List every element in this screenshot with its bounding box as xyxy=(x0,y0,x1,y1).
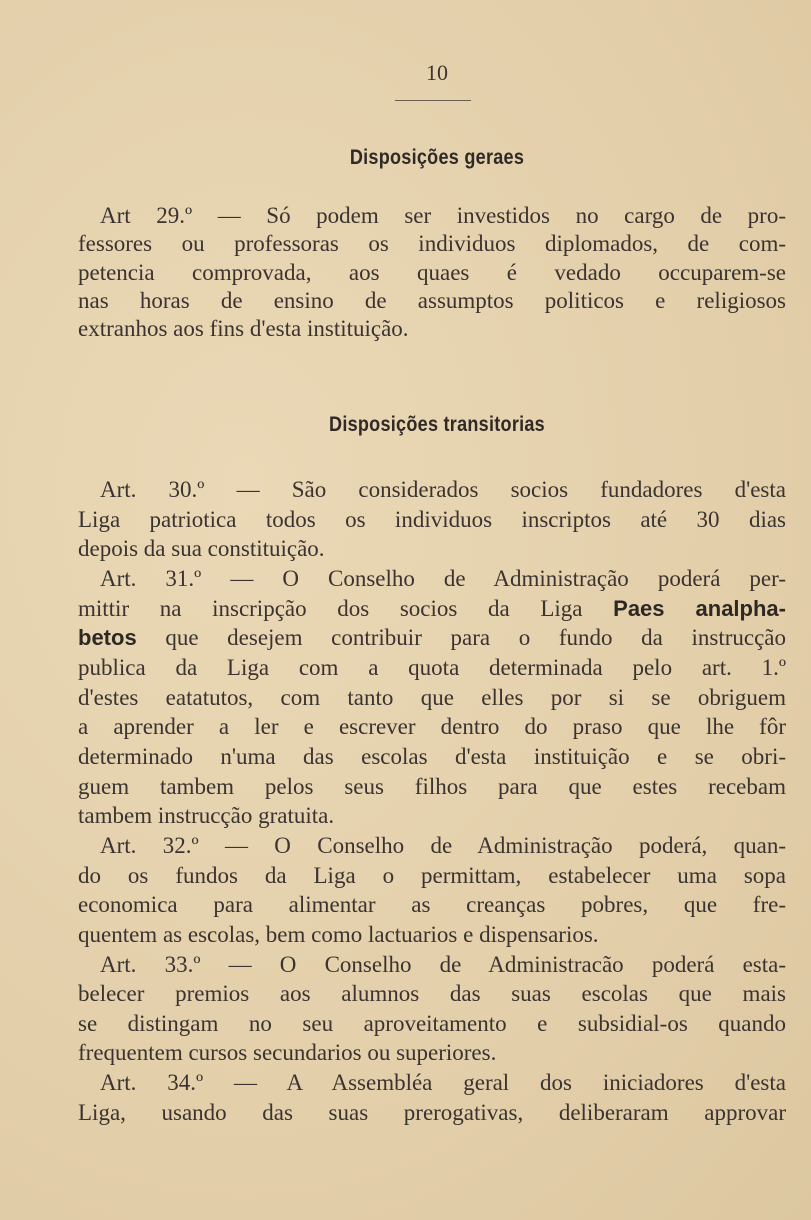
line-text: petencia comprovada, aos quaes é vedado occuparem-se xyxy=(78,259,786,285)
line-text: d'estes eatatutos, com tanto que elles por si se obriguem xyxy=(78,684,786,710)
text-line xyxy=(78,742,786,772)
text-line xyxy=(78,1068,786,1098)
text-line xyxy=(78,801,786,831)
line-text: Art. 33.º — O Conselho de Administracão poderá esta- xyxy=(100,951,786,977)
text-line xyxy=(78,623,786,653)
text-line xyxy=(78,712,786,742)
header-rule xyxy=(395,100,471,101)
line-text: tambem instrucção gratuita. xyxy=(78,803,335,829)
text-line xyxy=(78,287,786,315)
line-text: belecer premios aos alumnos das suas escolas que mais xyxy=(78,981,786,1007)
section-heading-disposicoes-geraes: Disposições geraes xyxy=(349,146,525,169)
text-line xyxy=(78,831,786,861)
line-text: frequentem cursos secundarios ou superiores. xyxy=(78,1040,497,1066)
line-text: guem tambem pelos seus filhos para que estes recebam xyxy=(78,773,786,799)
text-line xyxy=(78,683,786,713)
text-line xyxy=(78,315,786,343)
line-text: Art. 30.º — São considerados socios fundadores d'esta xyxy=(100,477,786,502)
line-text: depois da sua constituição. xyxy=(78,536,325,562)
text-line xyxy=(78,1098,786,1128)
line-text: Liga, usando das suas prerogativas, deliberaram approvar xyxy=(78,1099,786,1125)
text-line xyxy=(78,920,786,950)
text-line xyxy=(78,534,786,564)
text-line xyxy=(78,259,786,287)
line-text: Art. 31.º — O Conselho de Administração poderá per- xyxy=(100,565,786,591)
text-line xyxy=(78,202,786,230)
line-text: fessores ou professoras os individuos diplomados, de com- xyxy=(78,231,786,257)
line-text: extranhos aos fins d'esta instituição. xyxy=(78,316,409,342)
line-text: quentem as escolas, bem como lactuarios e dispensarios. xyxy=(78,921,599,947)
text-line xyxy=(78,475,786,505)
text-line xyxy=(78,564,786,594)
section-heading-disposicoes-transitorias: Disposições transitorias xyxy=(329,413,545,436)
section-body-transitorias xyxy=(78,475,786,1127)
line-text: publica da Liga com a quota determinada pelo art. 1.º xyxy=(78,654,786,680)
text-line xyxy=(78,950,786,980)
text-line xyxy=(78,653,786,683)
text-line xyxy=(78,594,786,624)
text-line xyxy=(78,861,786,891)
line-text: do os fundos da Liga o permittam, estabelecer uma sopa xyxy=(78,862,786,888)
line-text: determinado n'uma das escolas d'esta instituição e se obri- xyxy=(78,743,786,769)
line-text: nas horas de ensino de assumptos politicos e religiosos xyxy=(78,287,786,313)
line-text: Art 29.º — Só podem ser investidos no cargo de pro- xyxy=(100,203,786,228)
line-text: Art. 34.º — A Assembléa geral dos iniciadores d'esta xyxy=(100,1070,786,1096)
text-line xyxy=(78,1009,786,1039)
line-text: se distingam no seu aproveitamento e subsidial-os quando xyxy=(78,1010,786,1036)
text-line xyxy=(78,890,786,920)
line-text: Art. 32.º — O Conselho de Administração poderá, quan- xyxy=(100,832,786,858)
line-text: mittir na inscripção dos socios da Liga xyxy=(78,595,614,621)
text-line xyxy=(78,772,786,802)
text-line xyxy=(78,230,786,258)
line-text: economica para alimentar as creanças pobres, que fre- xyxy=(78,892,786,918)
text-line xyxy=(78,1038,786,1068)
text-line xyxy=(78,505,786,535)
section-body-geraes xyxy=(78,202,786,343)
page-number: 10 xyxy=(426,60,448,85)
line-text: Liga patriotica todos os individuos inscriptos até 30 dias xyxy=(78,506,786,532)
bold-name-text: betos xyxy=(78,625,137,651)
bold-name-text: Paes analpha- xyxy=(613,595,786,621)
line-text: que desejem contribuir para o fundo da instrucção xyxy=(136,625,786,651)
line-text: a aprender a ler e escrever dentro do praso que lhe fôr xyxy=(78,714,786,740)
text-line xyxy=(78,979,786,1009)
